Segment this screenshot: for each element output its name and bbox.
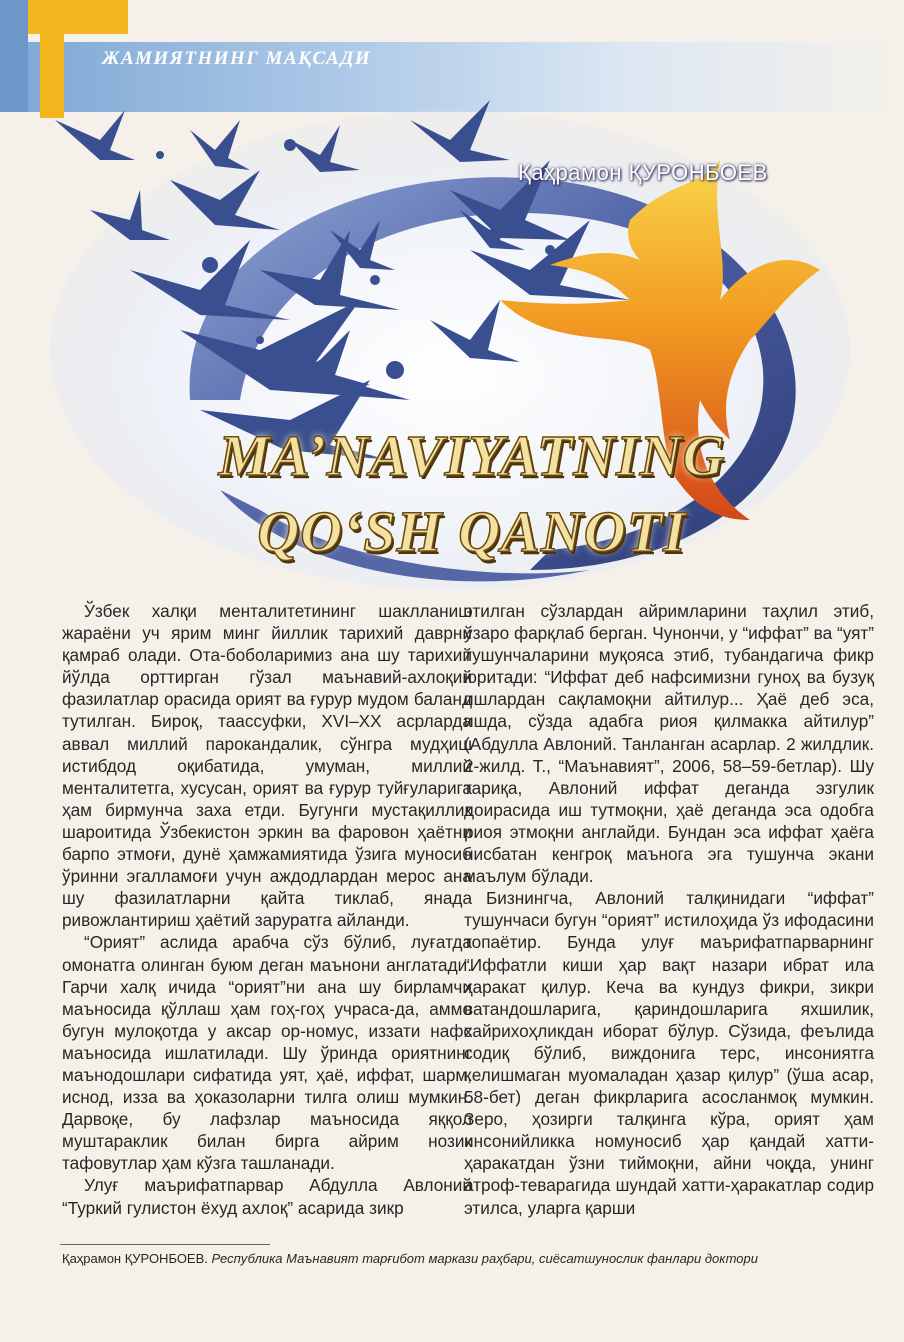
article-headline [0,418,904,570]
paragraph: Улуғ маърифатпарвар Абдулла Авлоний “Туркий гулистон ёхуд ахлоқ” асарида зикр [62,1175,472,1218]
paragraph: этилган сўзлардан айримларини таҳлил этиб, ўзаро фарқлаб берган. Чунончи, у “иффат” ва “уят” тушунчаларини муқояса этиб, тубандагича фикр юритади: “Иффат деб нафсимизни гуноҳ ва бузуқ ишлардан сақламоқни айтилур... Ҳаё деб эса, ишда, сўзда адабга риоя қилмакка айтилур” (Абдулла Авлоний. Танланган асарлар. 2 жилдлик. 2-жилд. Т., “Маънавият”, 2006, 58–59-бетлар). Шу тариқа, Авлоний иффат деганда эзгулик доирасида иш тутмоқни, ҳаё деганда эса одобга риоя этмоқни англайди. Бундан эса иффат ҳаёга нисбатан кенгроқ маънога эга тушунча экани маълум бўлади. [464,601,874,887]
paragraph: Ўзбек халқи менталитетининг шаклланиш жараёни уч ярим минг йиллик тарихий даврни қамраб олади. Ота-боболаримиз ана шу тарихий йўлда орттирган гўзал маънавий-ахлоқий фазилатлар орасида орият ва ғурур мудом баланд тутилган. Бироқ, таассуфки, XVI–XX асрларда аввал миллий парокандалик, сўнгра мудҳиш истибдод оқибатида, умуман, миллий менталитетга, хусусан, орият ва ғурур туйғуларига ҳам бирмунча заха етди. Бугунги мустақиллик шароитида Ўзбекистон эркин ва фаровон ҳаётни барпо этмоғи, дунё ҳамжамиятида ўзига муносиб ўринни эгалламоғи учун аждодлардан мерос ана шу фазилатларни қайта тиклаб, янада ривожлантириш ҳаётий заруратга айланди. [62,601,472,931]
paragraph: Бизнингча, Авлоний талқинидаги “иффат” тушунчаси бугун “орият” истилоҳида ўз ифодасини топаётир. Бунда улуғ маърифатпарварнинг “Иффатли киши ҳар вақт назари ибрат ила ҳаракат қилур. Кеча ва кундуз фикри, зикри ватандошларига, қариндошларига яхшилик, хайрихоҳликдан иборат бўлур. Сўзида, феълида содиқ бўлиб, виждонига терс, инсониятга келишмаган муомаладан ҳазар қилур” (ўша асар, 58-бет) деган фикрларига асосланмоқ мумкин. Зеро, ҳозирги талқинга кўра, орият ҳам инсонийликка номуносиб ҳар қандай хатти-ҳаракатдан ўзни тиймоқни, айни чоқда, унинг атроф-теварагида шундай хатти-ҳаракатлар содир этилса, уларга қарши [464,888,874,1218]
footnote [62,1251,882,1266]
headline-line-1: MA’NAVIYATNING [218,423,726,488]
headline-line-2: QO‘SH QANOTI [257,499,687,564]
left-column [62,600,472,1219]
paragraph: “Орият” аслида арабча сўз бўлиб, луғатда омонатга олинган буюм деган маънони англатади. Гарчи халқ ичида “орият”ни ана шу бирламчи маъносида қўллаш ҳам гоҳ-гоҳ учраса-да, аммо бугун мулоқотда у аксар ор-номус, иззати нафс маъносида ишлатилади. Шу ўринда ориятнинг маънодошлари сифатида уят, ҳаё, иффат, шарм, иснод, изза ва ҳоказоларни тилга олиш мумкин. Дарвоқе, бу лафзлар маъносида яққол муштараклик билан бирга айрим нозик тафовутлар ҳам кўзга ташланади. [62,932,472,1174]
footnote-author: Қаҳрамон ҚУРОНБОЕВ. [62,1251,208,1266]
section-title: ЖАМИЯТНИНГ МАҚСАДИ [102,48,372,69]
corner-block [0,0,28,112]
author-name-top: Қаҳрамон ҚУРОНБОЕВ [518,160,768,185]
footnote-divider [60,1244,270,1245]
right-column [464,600,874,1219]
footnote-text: Республика Маънавият тарғибот маркази раҳбари, сиёсатшунослик фанлари доктори [211,1251,758,1266]
